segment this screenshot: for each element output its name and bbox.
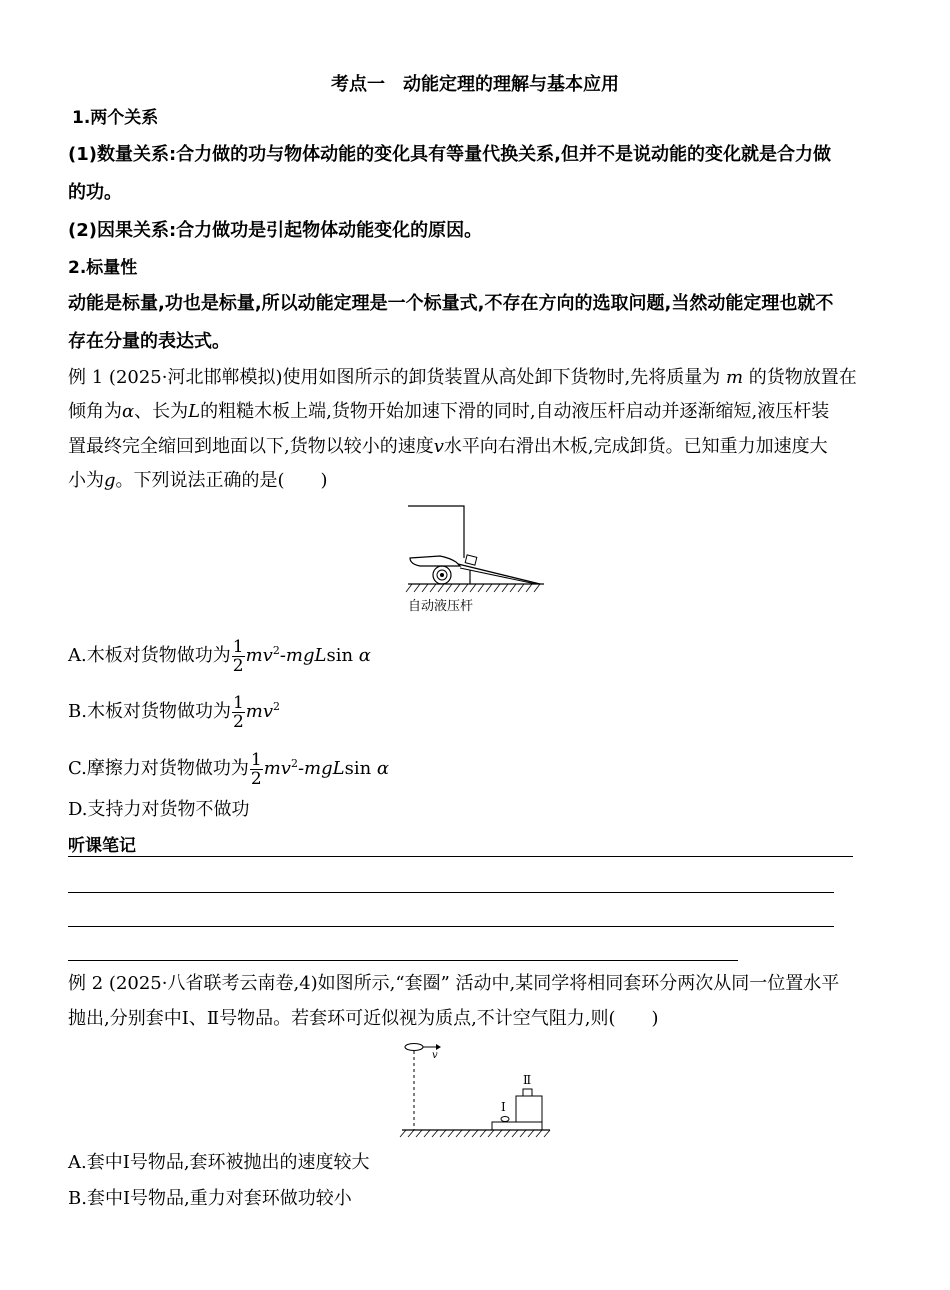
example1-source: (2025·河北邯郸模拟) [108, 367, 283, 388]
alpha: α [376, 758, 390, 779]
fraction [232, 638, 245, 675]
example1-text: 使用如图所示的卸货装置从高处卸下货物时,先将质量为 [282, 367, 721, 388]
expr: -mgL [279, 645, 327, 666]
example2-option-a[interactable]: A.套中Ⅰ号物品,套环被抛出的速度较大 [68, 1152, 370, 1173]
example1-line1 [68, 366, 857, 390]
option-a-text: A.木板对货物做功为 [68, 645, 231, 666]
var-g: g [104, 470, 116, 491]
heading-two-relations: 1.两个关系 [72, 108, 159, 128]
option-d[interactable]: D.支持力对货物不做功 [68, 799, 250, 820]
item-ii [523, 1089, 532, 1096]
cargo-box [465, 555, 477, 565]
text: 的粗糙木板上端,货物开始加速下滑的同时,自动液压杆启动并逐渐缩短,液压杆装 [200, 401, 830, 422]
text: 小为 [68, 470, 104, 491]
option-a[interactable] [68, 631, 371, 676]
heading-scalar: 2.标量性 [68, 258, 138, 278]
notes-label: 听课笔记 [68, 836, 136, 856]
figure-caption: 自动液压杆 [408, 599, 474, 614]
example2-text: 如图所示,“套圈” 活动中,某同学将相同套环分两次从同一位置水平 [317, 973, 840, 994]
paragraph-quantity-relation-2: 的功。 [68, 182, 122, 203]
text: 、长为 [134, 401, 189, 422]
text: 倾角为 [68, 401, 122, 422]
label-i: Ⅰ [501, 1100, 506, 1114]
paragraph-scalar-1: 动能是标量,功也是标量,所以动能定理是一个标量式,不存在方向的选取问题,当然动能定理也就不 [68, 293, 834, 314]
expr: mv [263, 758, 291, 779]
fraction [232, 694, 245, 731]
paragraph-scalar-2: 存在分量的表达式。 [68, 331, 230, 352]
example1-line2 [68, 400, 829, 424]
notes-line[interactable] [68, 856, 853, 857]
example2-line1 [68, 972, 839, 996]
section-title: 考点一 动能定理的理解与基本应用 [331, 74, 619, 95]
frac-den: 2 [232, 711, 244, 732]
var-L: L [188, 401, 201, 422]
example1-label: 例 1 [68, 367, 104, 388]
frac-num: 1 [232, 636, 244, 657]
example1-text-end: 的货物放置在 [748, 367, 857, 388]
option-b[interactable] [68, 687, 280, 732]
notes-line[interactable] [68, 960, 738, 961]
ring-icon [405, 1044, 423, 1051]
sup: 2 [290, 757, 298, 770]
fraction [250, 751, 263, 788]
velocity-label: v [432, 1050, 438, 1061]
paragraph-causal-relation: (2)因果关系:合力做功是引起物体动能变化的原因。 [68, 220, 483, 241]
notes-line[interactable] [68, 926, 834, 927]
unloading-device-figure [400, 500, 550, 615]
text: 。下列说法正确的是( ) [115, 470, 328, 491]
expr: mv [245, 645, 273, 666]
option-b-text: B.木板对货物做功为 [68, 701, 231, 722]
ring-toss-figure [396, 1038, 556, 1142]
text: 水平向右滑出木板,完成卸货。已知重力加速度大 [443, 436, 828, 457]
sin: sin [344, 758, 372, 779]
sin: sin [326, 645, 354, 666]
block-ii [516, 1096, 542, 1122]
example1-line3 [68, 435, 828, 459]
frac-den: 2 [250, 768, 262, 789]
platform [492, 1122, 542, 1130]
var-v: v [433, 436, 444, 457]
option-c[interactable] [68, 744, 389, 789]
example2-line2: 抛出,分别套中Ⅰ、Ⅱ号物品。若套环可近似视为质点,不计空气阻力,则( ) [68, 1008, 659, 1029]
item-i [501, 1117, 509, 1122]
var-alpha: α [122, 401, 135, 422]
frac-num: 1 [250, 749, 262, 770]
label-ii: Ⅱ [523, 1073, 532, 1087]
expr: -mgL [297, 758, 345, 779]
text: 置最终完全缩回到地面以下,货物以较小的速度 [68, 436, 434, 457]
frac-den: 2 [232, 655, 244, 676]
paragraph-quantity-relation-1: (1)数量关系:合力做的功与物体动能的变化具有等量代换关系,但并不是说动能的变化就是合力做 [68, 144, 832, 165]
example2-label: 例 2 [68, 973, 104, 994]
example2-source: (2025·八省联考云南卷,4) [108, 973, 318, 994]
example1-line4 [68, 469, 328, 493]
option-c-text: C.摩擦力对货物做功为 [68, 758, 249, 779]
notes-line[interactable] [68, 892, 834, 893]
alpha: α [358, 645, 371, 666]
sup: 2 [273, 700, 281, 713]
example2-option-b[interactable]: B.套中Ⅰ号物品,重力对套环做功较小 [68, 1188, 352, 1209]
var-m: m [725, 367, 744, 388]
frac-num: 1 [232, 692, 244, 713]
expr: mv [245, 701, 274, 722]
sup: 2 [272, 644, 280, 657]
